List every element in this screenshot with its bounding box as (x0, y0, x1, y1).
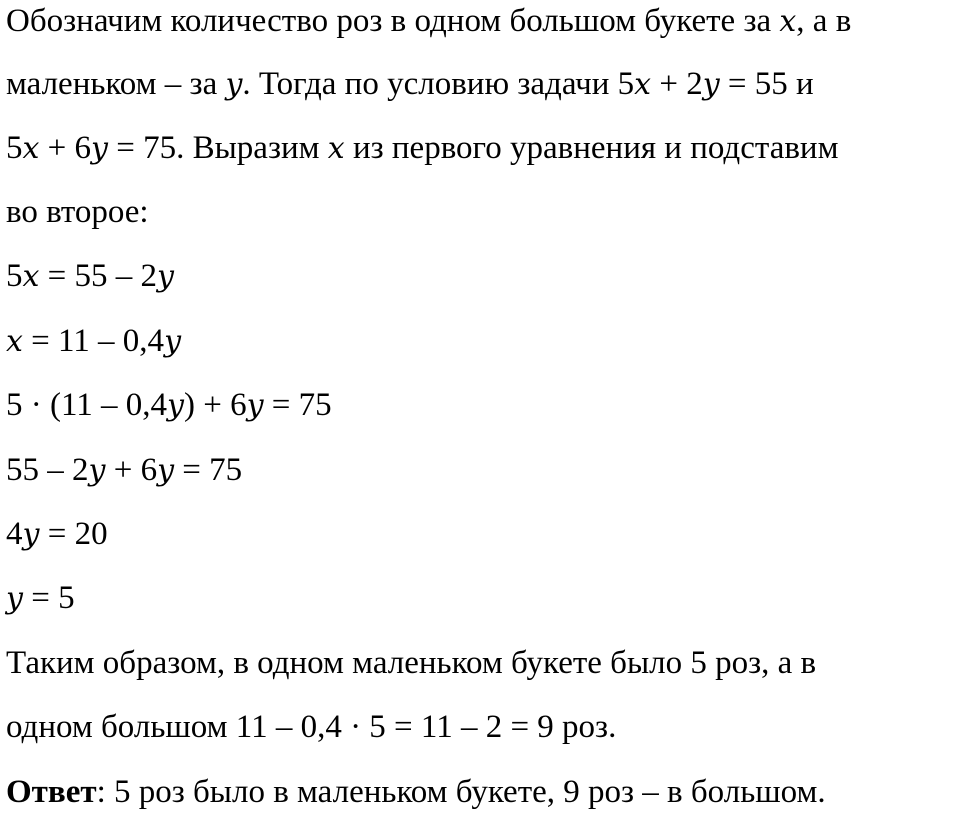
text-segment: 5 (6, 258, 23, 294)
math-variable: y (164, 324, 182, 359)
text-line (6, 385, 332, 425)
text-line (6, 450, 242, 490)
text-segment: = 55 и (719, 66, 814, 102)
math-variable: y (6, 581, 23, 616)
text-segment: = 11 – 0,4 (22, 323, 165, 359)
math-variable: y (702, 67, 720, 102)
text-line (6, 64, 814, 104)
math-variable: y (225, 67, 243, 102)
text-segment: + 6 (105, 452, 158, 488)
text-segment: = 75. Выразим (108, 130, 328, 166)
text-segment: + 6 (39, 130, 92, 166)
text-segment: . Тогда по условию задачи 5 (242, 66, 635, 102)
text-line (6, 321, 181, 361)
text-line (6, 1, 851, 41)
math-variable: y (157, 259, 174, 294)
math-variable: y (22, 517, 40, 552)
text-segment: 55 – 2 (6, 452, 89, 488)
text-segment: = 75 (174, 452, 243, 488)
text-segment: = 5 (22, 580, 75, 616)
text-segment: 5 (6, 130, 23, 166)
math-variable: y (157, 453, 175, 488)
math-variable: x (22, 131, 40, 166)
math-variable: y (91, 131, 108, 166)
text-segment: Таким образом, в одном маленьком букете было 5 роз, а в (6, 645, 817, 681)
math-variable: x (6, 324, 23, 359)
math-variable: y (246, 388, 264, 423)
text-line (6, 514, 108, 554)
text-segment: во второе: (6, 194, 149, 230)
text-segment: = 75 (263, 387, 332, 423)
text-segment: 5 · (11 – 0,4 (6, 387, 168, 423)
text-segment: из первого уравнения и подставим (344, 130, 839, 166)
math-variable: x (327, 131, 345, 166)
math-variable: x (779, 4, 797, 39)
text-segment: : 5 роз было в маленьком букете, 9 роз – в большом. (96, 774, 826, 810)
text-line (6, 772, 826, 812)
text-line (6, 256, 174, 296)
text-line (6, 707, 616, 747)
text-segment: 4 (6, 516, 23, 552)
text-segment: = 20 (39, 516, 108, 552)
text-segment: маленьком – за (6, 66, 226, 102)
math-variable: y (88, 453, 106, 488)
math-variable: y (167, 388, 184, 423)
math-variable: x (634, 67, 652, 102)
text-line (6, 192, 149, 232)
text-segment: , а в (796, 3, 852, 39)
text-line (6, 128, 838, 168)
text-segment: + 2 (651, 66, 703, 102)
text-line (6, 643, 816, 683)
text-segment: одном большом 11 – 0,4 · 5 = 11 – 2 = 9 роз. (6, 709, 617, 745)
text-segment: = 55 – 2 (39, 258, 158, 294)
text-line (6, 578, 75, 618)
answer-label: Ответ (6, 774, 97, 810)
text-segment: ) + 6 (183, 387, 247, 423)
math-variable: x (22, 259, 40, 294)
text-segment: Обозначим количество роз в одном большом букете за (6, 3, 780, 39)
